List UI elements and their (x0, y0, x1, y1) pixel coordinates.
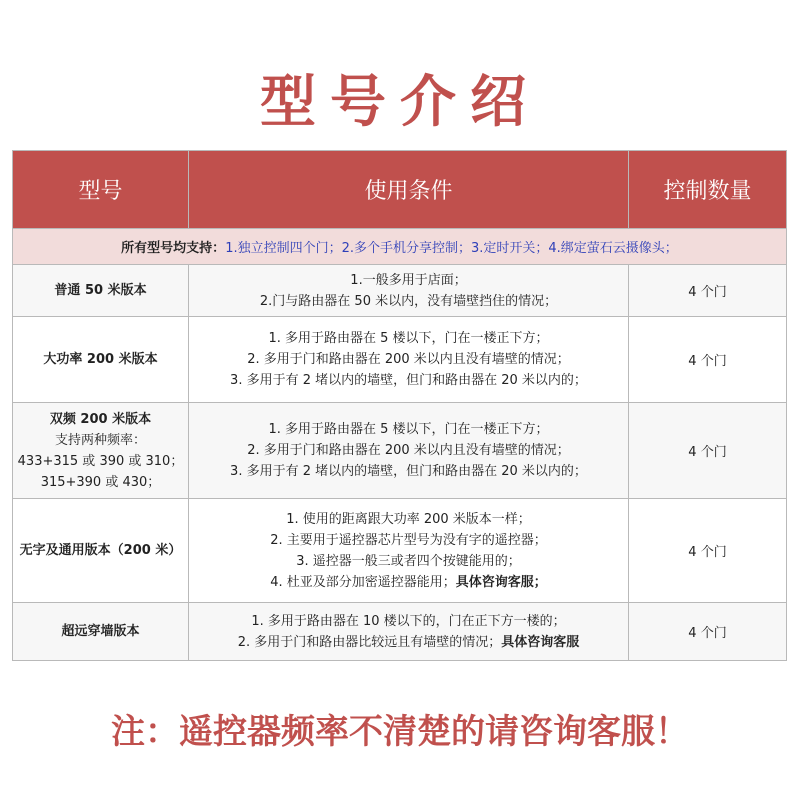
condition-text: 2. 多用于门和路由器比较远且有墙壁的情况； (237, 634, 502, 650)
conditions-cell (189, 403, 629, 499)
page-title: 型号介绍 (260, 70, 540, 135)
support-row (13, 229, 787, 265)
table-row (13, 603, 787, 661)
condition-line (193, 291, 624, 312)
model-name: 大功率 200 米版本 (43, 352, 158, 367)
header-model: 型号 (13, 151, 189, 229)
support-items: 1.独立控制四个门；2.多个手机分享控制；3.定时开关；4.绑定萤石云摄像头； (225, 241, 678, 256)
table-row (13, 265, 787, 317)
table-header-row (13, 151, 787, 229)
model-name: 普通 50 米版本 (54, 283, 147, 298)
condition-text: 1. 使用的距离跟大功率 200 米版本一样； (286, 511, 531, 527)
count-cell: 4 个门 (629, 265, 787, 317)
condition-text: 3. 遥控器一般三或者四个按键能用的； (296, 553, 521, 569)
conditions-cell (189, 317, 629, 403)
condition-text: 1. 多用于路由器在 5 楼以下，门在一楼正下方； (268, 331, 549, 346)
model-cell (13, 265, 189, 317)
table-row (13, 403, 787, 499)
model-name: 超远穿墙版本 (61, 624, 140, 639)
condition-text: 2. 多用于门和路由器在 200 米以内且没有墙壁的情况； (247, 352, 570, 367)
condition-text: 4. 杜亚及部分加密遥控器能用； (270, 574, 456, 590)
condition-text: 1. 多用于路由器在 10 楼以下的，门在正下方一楼的； (251, 613, 566, 629)
condition-line (193, 572, 624, 593)
model-name: 无字及通用版本（200 米） (19, 543, 182, 558)
condition-text: 1.一般多用于店面； (350, 272, 467, 288)
condition-emphasis: 具体咨询客服 (501, 634, 580, 650)
conditions-cell (189, 603, 629, 661)
notice-text: 注：遥控器频率不清楚的请咨询客服！ (111, 712, 689, 752)
condition-line (193, 551, 624, 572)
model-sub-line: 433+315 或 390 或 310； (17, 453, 184, 469)
condition-text: 1. 多用于路由器在 5 楼以下，门在一楼正下方； (268, 422, 549, 437)
condition-line (193, 632, 624, 653)
conditions-cell (189, 265, 629, 317)
header-count: 控制数量 (629, 151, 787, 229)
model-cell (13, 603, 189, 661)
header-conditions: 使用条件 (189, 151, 629, 229)
condition-text: 2.门与路由器在 50 米以内，没有墙壁挡住的情况； (259, 293, 558, 309)
condition-line (193, 509, 624, 530)
count-cell: 4 个门 (629, 317, 787, 403)
table-row (13, 317, 787, 403)
condition-line (193, 440, 624, 461)
support-label: 所有型号均支持： (121, 241, 226, 256)
condition-line (193, 270, 624, 291)
model-cell (13, 499, 189, 603)
model-name: 双频 200 米版本 (49, 411, 152, 427)
condition-emphasis: 具体咨询客服； (455, 574, 547, 590)
condition-text: 2. 主要用于遥控器芯片型号为没有字的遥控器； (270, 532, 547, 548)
table-row (13, 499, 787, 603)
model-cell (13, 317, 189, 403)
count-cell: 4 个门 (629, 499, 787, 603)
model-sub-line: 支持两种频率： (54, 432, 146, 448)
condition-line (193, 461, 624, 482)
condition-line (193, 611, 624, 632)
condition-line (193, 370, 624, 391)
condition-line (193, 328, 624, 349)
model-cell (13, 403, 189, 499)
model-sub-line: 315+390 或 430； (40, 474, 161, 490)
count-cell: 4 个门 (629, 603, 787, 661)
condition-line (193, 349, 624, 370)
model-table (12, 150, 787, 661)
condition-line (193, 419, 624, 440)
support-cell (13, 229, 787, 265)
condition-line (193, 530, 624, 551)
condition-text: 3. 多用于有 2 堵以内的墙壁，但门和路由器在 20 米以内的； (230, 464, 587, 479)
count-cell: 4 个门 (629, 403, 787, 499)
condition-text: 2. 多用于门和路由器在 200 米以内且没有墙壁的情况； (247, 443, 570, 458)
condition-text: 3. 多用于有 2 堵以内的墙壁，但门和路由器在 20 米以内的； (230, 373, 587, 388)
conditions-cell (189, 499, 629, 603)
